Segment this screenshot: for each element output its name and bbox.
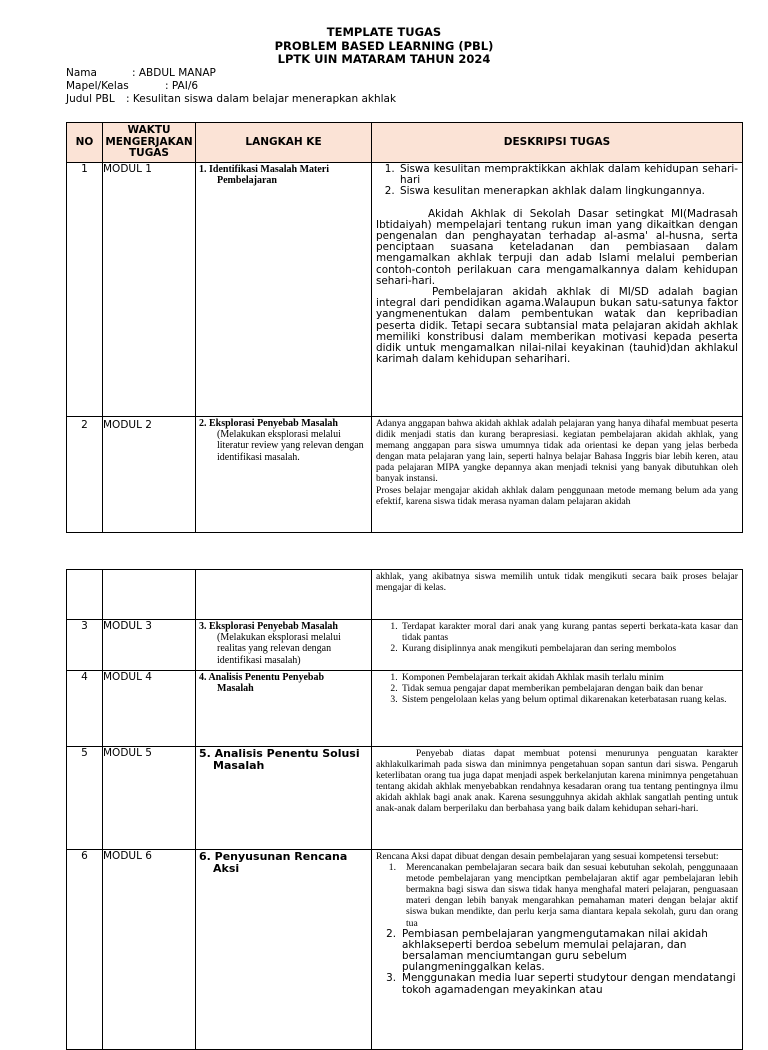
row-modul <box>103 570 196 620</box>
mapel-value: : PAI/6 <box>165 80 199 92</box>
doc-title-3: LPTK UIN MATARAM TAHUN 2024 <box>277 52 491 66</box>
header-waktu <box>103 123 196 163</box>
langkah-sub: (Melakukan eksplorasi melalui realitas yang relevan dengan identifikasi masalah) <box>217 632 341 666</box>
row-modul: MODUL 4 <box>103 671 196 747</box>
langkah-sub: (Melakukan eksplorasi melalui literatur review yang relevan dengan identifikasi masalah. <box>217 429 364 463</box>
langkah-title: 6. Penyusunan Rencana <box>199 850 348 863</box>
row-modul: MODUL 5 <box>103 747 196 850</box>
desc-paragraph: Penyebab diatas dapat membuat potensi menurunya penguatan karakter akhlakulkarimah pada siswa dan minimnya pengetahuan sopan santun dari siswa. Pengaruh keterlibatan orang tua juga dapat menjadi aspek berkelanjutan karena minimnya pengetahuan tentang akidah akhlak menyebabkan rendahnya kesadaran orang tua tentang pentingnya ilmu akidah akhlak bagi anak anak. Karena sesungguhnya akidah akhlak sangatlah penting untuk anak-anak dalam berperilaku dan berbahasa yang baik dalam kehidupan sehari-hari. <box>376 748 738 815</box>
row-deskripsi <box>372 417 743 533</box>
row-deskripsi <box>372 163 743 417</box>
header-waktu-text: WAKTU MENGERJAKAN TUGAS <box>105 124 193 160</box>
meta-nama <box>66 67 216 79</box>
list-item: 1. Komponen Pembelajaran terkait akidah Akhlak masih terlalu minim <box>400 672 738 683</box>
desc-paragraph: Akidah Akhlak di Sekolah Dasar setingkat MI(Madrasah Ibtidaiyah) mempelajari tentang rukun iman yang dikaitkan dengan pengenalan dan penghayatan terhadap al-asma' al-husna, serta penciptaan suasana keteladanan dan pembiasaan dalam mengamalkan akhlak terpuji dan adab Islami melalui pemberian contoh-contoh perilakuan cara mengamalkannya dalam kehidupan sehari-hari. <box>376 207 738 287</box>
table-row <box>67 570 743 620</box>
table-row <box>67 747 743 850</box>
list-item: 3. Sistem pengelolaan kelas yang belum optimal dikarenakan keterbatasan ruang kelas. <box>400 694 738 705</box>
row-langkah <box>196 671 372 747</box>
langkah-title-2: Masalah <box>213 758 265 772</box>
desc-paragraph: Adanya anggapan bahwa akidah akhlak adalah pelajaran yang hanya dihafal membuat peserta didik menjadi statis dan kurang berapresiasi. kegiatan pembelajaran akidah akhlak, yang memang anggapan para siswa umumnya tidak ada orientasi ke depan yang jelas berbeda dengan mata pelajaran yang lain, seperti halnya belajar Bahasa Inggris biar lebih keren, atau pada pelajaran MIPA yangke depannya akan menjadi teknisi yang banyak dibutuhkan oleh banyak instansi. <box>376 418 738 485</box>
doc-title-1: TEMPLATE TUGAS <box>326 25 442 39</box>
list-item: 2. Siswa kesulitan menerapkan akhlak dalam lingkungannya. <box>398 186 738 197</box>
task-table-part1 <box>66 122 743 533</box>
list-item: 2. Tidak semua pengajar dapat memberikan pembelajaran dengan baik dan benar <box>400 683 738 694</box>
list-item-text: Pembiasan pembelajaran yangmengutamakan nilai akidah akhlakseperti berdoa sebelum memulai pelajaran, dan bersalaman menciumtangan guru sebelum pulangmeninggalkan kelas. <box>402 927 708 974</box>
row-no: 1 <box>67 163 103 417</box>
row-modul: MODUL 1 <box>103 163 196 417</box>
langkah-title: 3. Eksplorasi Penyebab Masalah <box>199 621 338 632</box>
row-langkah <box>196 163 372 417</box>
row-deskripsi <box>372 671 743 747</box>
row-langkah <box>196 417 372 533</box>
row-deskripsi <box>372 747 743 850</box>
row-langkah <box>196 620 372 671</box>
doc-title-2: PROBLEM BASED LEARNING (PBL) <box>274 39 494 53</box>
row-no: 5 <box>67 747 103 850</box>
row-no: 3 <box>67 620 103 671</box>
header-deskripsi: DESKRIPSI TUGAS <box>372 123 743 163</box>
langkah-title: 2. Eksplorasi Penyebab Masalah <box>199 418 338 429</box>
desc-paragraph: Rencana Aksi dapat dibuat dengan desain pembelajaran yang sesuai kompetensi tersebut: <box>376 851 719 862</box>
list-item: 1. Siswa kesulitan mempraktikkan akhlak dalam kehidupan sehari-hari <box>398 164 738 186</box>
langkah-title-2: Masalah <box>217 683 254 695</box>
list-item-text: Merencanakan pembelajaran secara baik dan sesuai kebutuhan sekolah, penggunaaan metode pembelajaran yang menciptkan pembelajaran aktif agar pembelajaran lebih bermakna bagi siswa dan siswa tidak hanya menghafal materi pelajaran, penguasaan materi dengan lebih banyak mengarahkan pemahaman materi dengan belajar aktif siswa bukan mendikte, dan perlu kerja sama diantara kepala sekolah, guru dan orang tua <box>406 862 738 929</box>
row-langkah <box>196 570 372 620</box>
row-modul: MODUL 3 <box>103 620 196 671</box>
list-item: 1. Merencanakan pembelajaran secara baik dan sesuai kebutuhan sekolah, penggunaaan metode pembelajaran yang menciptkan pembelajaran aktif agar pembelajaran lebih bermakna bagi siswa dan siswa tidak hanya menghafal materi pelajaran, penguasaan materi dengan lebih banyak mengarahkan pemahaman materi dengan belajar aktif siswa bukan mendikte, dan perlu kerja sama diantara kepala sekolah, guru dan orang tua <box>388 862 738 929</box>
judul-label: Judul PBL <box>66 93 115 105</box>
langkah-title: 5. Analisis Penentu Solusi <box>199 747 360 760</box>
langkah-title: 4. Analisis Penentu Penyebab <box>199 672 325 683</box>
list-item: 1. Terdapat karakter moral dari anak yang kurang pantas seperti berkata-kata kasar dan tidak pantas <box>400 621 738 643</box>
table-row <box>67 417 743 533</box>
table-row <box>67 163 743 417</box>
header-langkah: LANGKAH KE <box>196 123 372 163</box>
row-no: 6 <box>67 850 103 1050</box>
task-table-part2 <box>66 569 743 1050</box>
desc-paragraph: Proses belajar mengajar akidah akhlak dalam penggunaan metode memang belum ada yang efektif, karena siswa tidak merasa nyaman dalam pelajaran akidah <box>376 484 738 507</box>
table-row <box>67 671 743 747</box>
row-modul: MODUL 6 <box>103 850 196 1050</box>
header-no: NO <box>67 123 103 163</box>
row-langkah <box>196 850 372 1050</box>
table-header-row <box>67 123 743 163</box>
langkah-title-2: Pembelajaran <box>217 175 277 187</box>
list-item-text: Menggunakan media luar seperti studytour dengan mendatangi tokoh agamadengan meyakinkan atau <box>402 972 736 996</box>
row-deskripsi <box>372 620 743 671</box>
table-row <box>67 620 743 671</box>
row-no: 2 <box>67 417 103 533</box>
desc-paragraph: Pembelajaran akidah akhlak di MI/SD adalah bagian integral dari pendidikan agama.Walaupun bukan satu-satunya faktor yangmenentukan dalam pembentukan watak dan kepribadian peserta didik. Tetapi secara subtansial mata pelajaran akidah akhlak memiliki konstribusi dalam memberikan motivasi kepada peserta didik untuk mengamalkan nilai-nilai keyakinan (tauhid)dan akhlakul karimah dalam kehidupan seharihari. <box>376 286 738 366</box>
langkah-title: 1. Identifikasi Masalah Materi <box>199 164 329 175</box>
list-item: 3. Menggunakan media luar seperti studytour dengan mendatangi tokoh agamadengan meyakinkan atau <box>376 973 738 995</box>
row-langkah <box>196 747 372 850</box>
mapel-label: Mapel/Kelas <box>66 80 129 92</box>
langkah-title-2: Aksi <box>213 861 240 875</box>
list-item: 2. Kurang disiplinnya anak mengikuti pembelajaran dan sering membolos <box>400 643 738 654</box>
row-deskripsi <box>372 570 743 620</box>
row-modul: MODUL 2 <box>103 417 196 533</box>
row-deskripsi <box>372 850 743 1050</box>
judul-value: : Kesulitan siswa dalam belajar menerapkan akhlak <box>126 93 397 105</box>
row-no <box>67 570 103 620</box>
table-row <box>67 850 743 1050</box>
desc-paragraph: akhlak, yang akibatnya siswa memilih untuk tidak mengikuti secara baik proses belajar mengajar di kelas. <box>376 571 738 594</box>
meta-judul <box>66 93 396 105</box>
nama-value: : ABDUL MANAP <box>132 67 216 79</box>
meta-mapel <box>66 80 198 92</box>
nama-label: Nama <box>66 67 97 79</box>
row-no: 4 <box>67 671 103 747</box>
list-item: 2. Pembiasan pembelajaran yangmengutamakan nilai akidah akhlakseperti berdoa sebelum memulai pelajaran, dan bersalaman menciumtangan guru sebelum pulangmeninggalkan kelas. <box>376 929 738 974</box>
